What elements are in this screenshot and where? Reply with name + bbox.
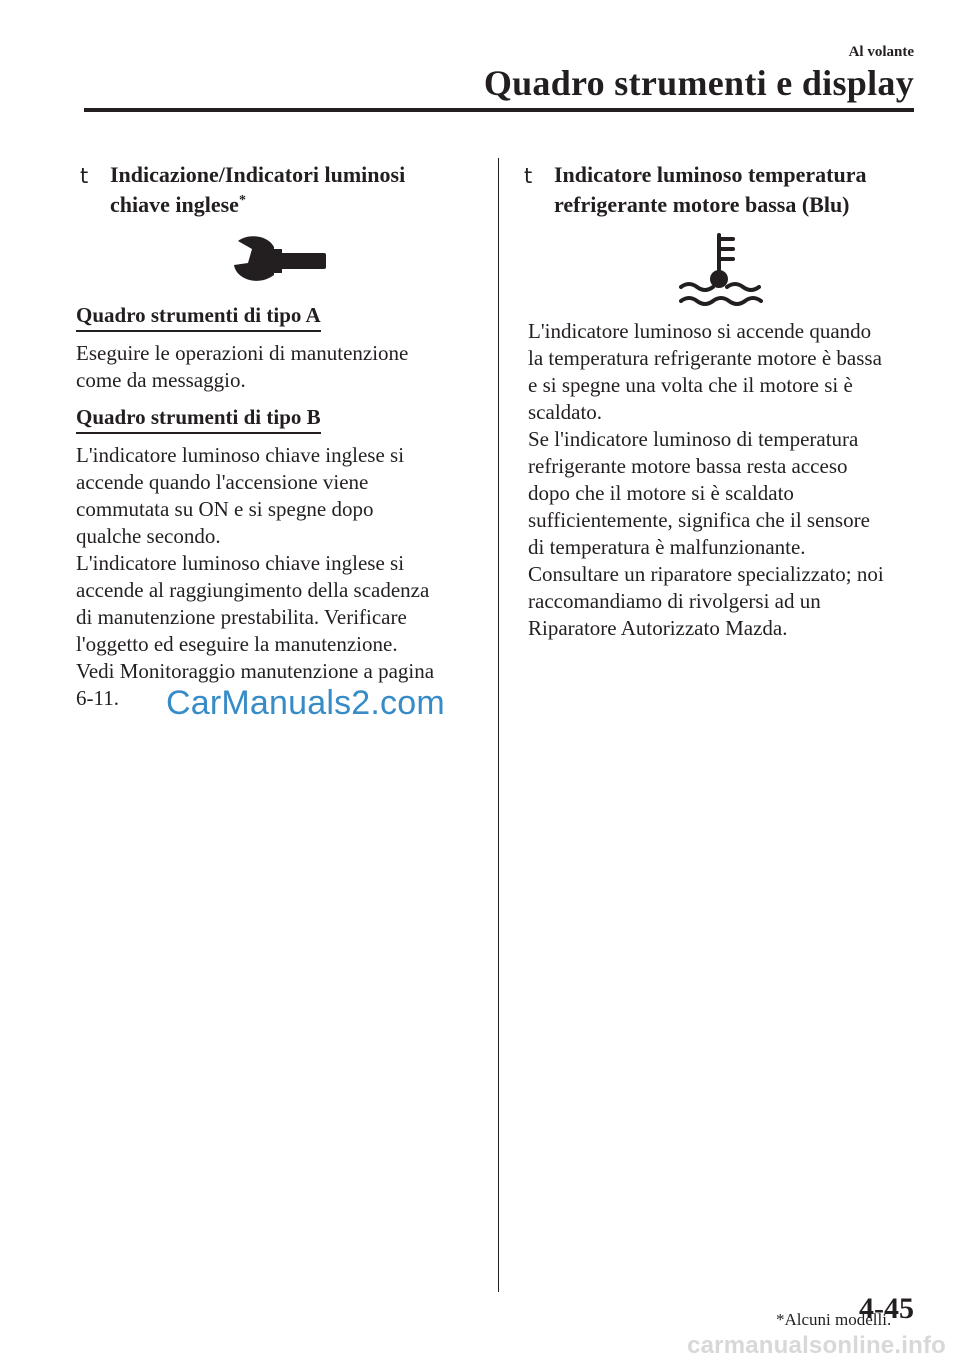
text-line: e si spegne una volta che il motore si è: [528, 373, 853, 397]
text-line: L'indicatore luminoso si accende quando: [528, 319, 872, 343]
heading-line: Indicatore luminoso temperatura: [554, 162, 867, 187]
wrench-icon: [226, 235, 326, 287]
text-line: refrigerante motore bassa resta acceso: [528, 454, 848, 478]
column-divider: [498, 158, 499, 1292]
text-line: L'indicatore luminoso chiave inglese si: [76, 443, 405, 467]
text-line: accende quando l'accensione viene: [76, 470, 369, 494]
text-line: Riparatore Autorizzato Mazda.: [528, 616, 788, 640]
wrench-item-heading: [76, 160, 476, 220]
text-line: raccomandiamo di rivolgersi ad un: [528, 589, 821, 613]
coolant-item-heading: [520, 160, 920, 220]
text-line: qualche secondo.: [76, 524, 221, 548]
text-line: come da messaggio.: [76, 368, 246, 392]
text-line: accende al raggiungimento della scadenza: [76, 578, 430, 602]
asterisk-mark: *: [238, 193, 246, 208]
text-line: 6-11.: [76, 686, 119, 710]
text-line: l'oggetto ed eseguire la manutenzione.: [76, 632, 398, 656]
coolant-icon-box: [520, 226, 920, 312]
watermark-logo: CarManuals2.com: [166, 684, 445, 722]
heading-line-text: chiave inglese: [110, 192, 239, 217]
heading-line: Indicazione/Indicatori luminosi: [110, 162, 406, 187]
site-banner: carmanualsonline.info: [687, 1332, 946, 1359]
right-column: [520, 160, 920, 652]
coolant-paragraph-1: [520, 318, 920, 426]
coolant-paragraph-2: [520, 426, 920, 642]
heading-line: [110, 190, 476, 220]
bullet-marker: t: [524, 164, 533, 188]
text-line: di manutenzione prestabilita. Verificare: [76, 605, 407, 629]
coolant-temperature-icon: [675, 231, 765, 307]
footnote: *Alcuni modelli.: [776, 1310, 892, 1329]
subheading-type-b: Quadro strumenti di tipo B: [76, 404, 321, 434]
header-rule: [84, 108, 914, 112]
text-line: commutata su ON e si spegne dopo: [76, 497, 374, 521]
text-line: Se l'indicatore luminoso di temperatura: [528, 427, 859, 451]
text-line: la temperatura refrigerante motore è bassa: [528, 346, 882, 370]
text-line: sufficientemente, significa che il sensore: [528, 508, 870, 532]
paragraph-type-a: [76, 340, 476, 394]
wrench-icon-box: [76, 230, 476, 292]
text-line: Consultare un riparatore specializzato; noi: [528, 562, 884, 586]
text-line: L'indicatore luminoso chiave inglese si: [76, 551, 405, 575]
text-line: dopo che il motore si è scaldato: [528, 481, 794, 505]
text-line: scaldato.: [528, 400, 603, 424]
page-title: Quadro strumenti e display: [483, 63, 914, 103]
page-number: 4-45: [859, 1292, 914, 1325]
heading-line: refrigerante motore bassa (Blu): [554, 192, 850, 217]
paragraph-type-b-1: [76, 442, 476, 550]
bullet-marker: t: [80, 164, 89, 188]
subheading-type-a: Quadro strumenti di tipo A: [76, 302, 321, 332]
page-reference-link[interactable]: Vedi Monitoraggio manutenzione a pagina: [76, 659, 435, 683]
text-line: di temperatura è malfunzionante.: [528, 535, 806, 559]
section-label: Al volante: [848, 44, 914, 60]
left-column: [76, 160, 476, 722]
text-line: Eseguire le operazioni di manutenzione: [76, 341, 409, 365]
